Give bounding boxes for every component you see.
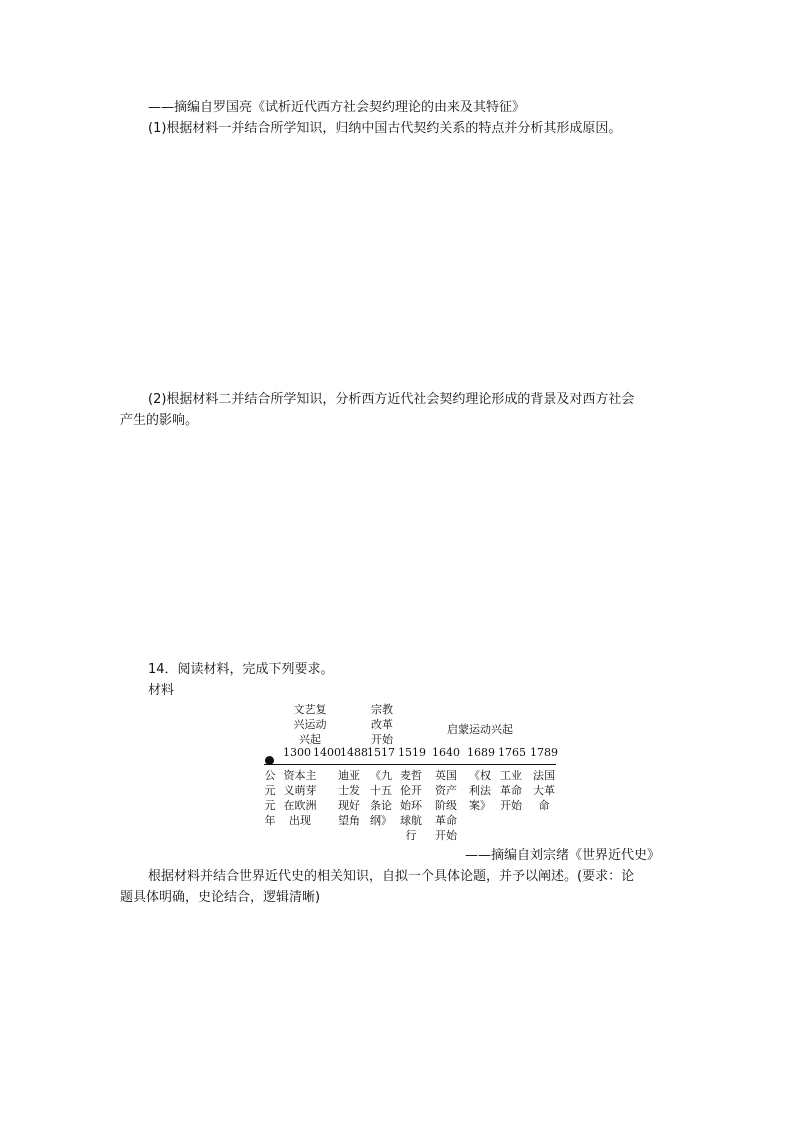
timeline-year: 1640: [432, 746, 460, 759]
timeline-year: 1789: [530, 746, 558, 759]
timeline-bottom-label: 《九 十五 条论 纲》: [370, 769, 392, 827]
timeline-year: 1517: [367, 746, 395, 759]
question-2-line-2: 产生的影响。: [120, 413, 199, 428]
timeline-top-label-enlightenment: 启蒙运动兴起: [447, 723, 513, 736]
timeline-year: 1300: [283, 746, 311, 759]
timeline-bottom-label: 麦哲 伦开 始环 球航 行: [400, 769, 422, 842]
timeline-bottom-label: 法国 大革 命: [533, 769, 555, 812]
timeline-axis: [264, 764, 556, 765]
timeline-bottom-label: 公 元 元 年: [264, 769, 276, 827]
timeline-bottom-label: 迪亚 士发 现好 望角: [338, 769, 360, 827]
timeline-top-label-reformation: 宗教 改革 开始: [371, 703, 393, 746]
timeline-bottom-label: 英国 资产 阶级 革命 开始: [435, 769, 457, 842]
timeline-year: 1400: [313, 746, 341, 759]
timeline-year: 1519: [398, 746, 426, 759]
timeline-bottom-label: 工业 革命 开始: [500, 769, 522, 812]
timeline-bottom-label: 资本主 义萌芽 在欧洲 出现: [283, 769, 317, 827]
question-2-line-1: (2)根据材料二并结合所学知识，分析西方近代社会契约理论形成的背景及对西方社会: [148, 392, 635, 407]
task-line-1: 根据材料并结合世界近代史的相关知识，自拟一个具体论题，并予以阐述。(要求：论: [148, 869, 635, 884]
material-label: 材料: [148, 683, 175, 698]
timeline-top-label-renaissance: 文艺复 兴运动 兴起: [293, 703, 327, 746]
timeline-year: 1488: [340, 746, 368, 759]
question-1: (1)根据材料一并结合所学知识，归纳中国古代契约关系的特点并分析其形成原因。: [148, 121, 622, 136]
timeline-bottom-label: 《权 利法 案》: [469, 769, 491, 812]
timeline-year: 1689: [467, 746, 495, 759]
source-citation-2: ——摘编自刘宗绪《世界近代史》: [465, 848, 661, 863]
timeline-year: 1765: [498, 746, 526, 759]
question-14-title: 14．阅读材料，完成下列要求。: [148, 662, 334, 677]
task-line-2: 题具体明确，史论结合，逻辑清晰): [120, 890, 321, 905]
source-citation-1: ——摘编自罗国亮《试析近代西方社会契约理论的由来及其特征》: [148, 100, 526, 115]
